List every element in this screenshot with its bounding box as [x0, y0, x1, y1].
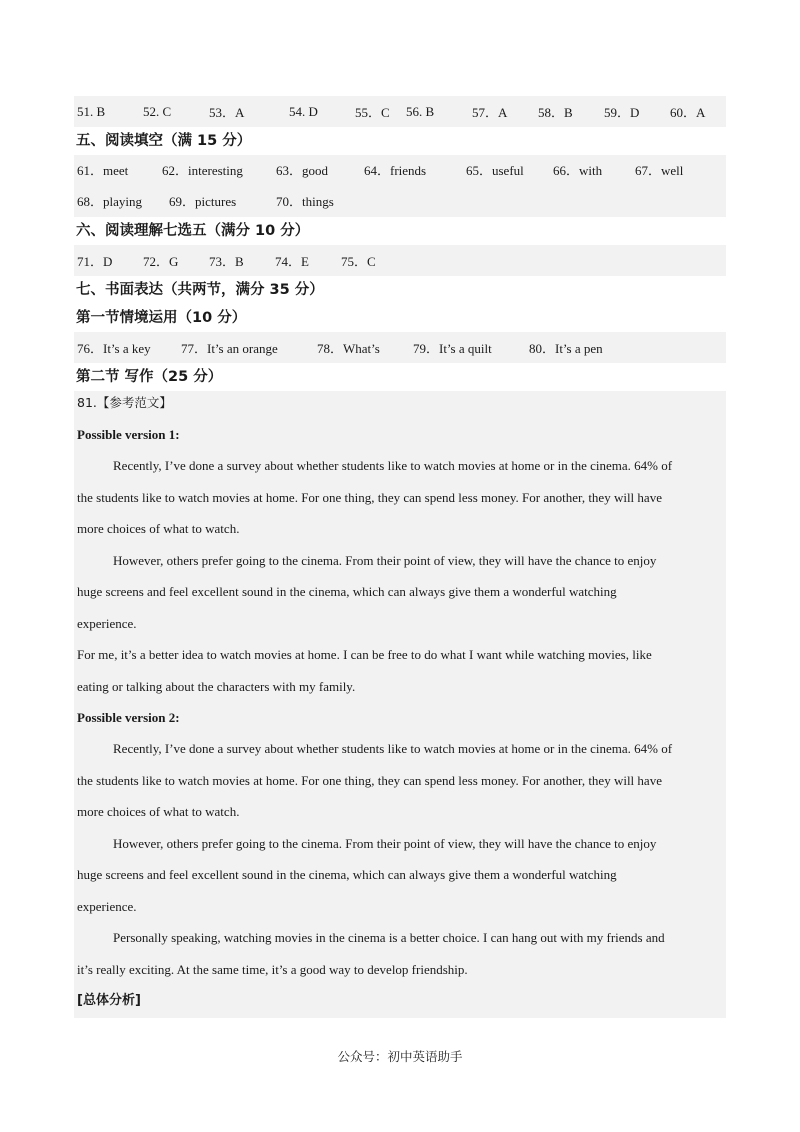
text-line: it’s really exciting. At the same time, it’s a good way to develop friendship. — [77, 961, 468, 977]
text-line: more choices of what to watch. — [77, 521, 240, 536]
answer-item: 64．friends — [364, 163, 427, 178]
text-line: However, others prefer going to the cinema. From their point of view, they will have the chance to enjoy — [113, 552, 657, 568]
answer-item: 74．E — [275, 254, 309, 269]
text-line: huge screens and feel excellent sound in the cinema, which can always give them a wonderful watching — [77, 867, 617, 882]
answers-76-80 — [74, 332, 726, 363]
text-line: For me, it’s a better idea to watch movies at home. I can be free to do what I want while watching movies, like — [77, 647, 652, 662]
version-1-label: Possible version 1: — [77, 427, 180, 442]
answer-item: 52. C — [143, 103, 172, 119]
answer-item: 60．A — [670, 105, 706, 120]
answers-51-60 — [74, 96, 726, 127]
answer-item: 70．things — [276, 194, 334, 209]
answer-item: 56. B — [406, 103, 435, 119]
text-line: Recently, I’ve done a survey about whether students like to watch movies at home or in the cinema. 64% of — [113, 458, 673, 473]
v2-paragraph-1-cont — [77, 765, 726, 828]
answer-item: 61．meet — [77, 163, 129, 178]
text-line: eating or talking about the characters with my family. — [77, 678, 356, 694]
text-line: Recently, I’ve done a survey about whether students like to watch movies at home or in the cinema. 64% of — [113, 741, 673, 756]
writing-sample-block — [74, 391, 726, 1018]
text-line: experience. — [77, 898, 137, 914]
answer-item: 80．It’s a pen — [529, 341, 603, 356]
v2-paragraph-1 — [77, 733, 726, 765]
v1-paragraph-1 — [77, 450, 726, 482]
answer-item: 72．G — [143, 254, 179, 269]
v1-paragraph-1-cont — [77, 482, 726, 545]
section-7-title: 七、书面表达（共两节，满分 35 分） — [76, 282, 324, 298]
version-2-label: Possible version 2: — [77, 710, 180, 725]
footer-wechat-account: 公众号：初中英语助手 — [337, 1049, 463, 1064]
text-line: the students like to watch movies at home. For one thing, they can spend less money. For another, they will have — [77, 489, 662, 505]
text-line: However, others prefer going to the cinema. From their point of view, they will have the chance to enjoy — [113, 835, 657, 851]
answer-item: 71．D — [77, 254, 113, 269]
section-5-title: 五、阅读填空（满 15 分） — [76, 133, 252, 149]
answer-item: 68．playing — [77, 194, 142, 209]
answer-item: 66．with — [553, 163, 603, 178]
text-line: experience. — [77, 615, 137, 631]
answer-item: 63．good — [276, 163, 329, 178]
v1-paragraph-2-cont — [77, 576, 726, 639]
answer-item: 75．C — [341, 254, 376, 269]
answers-71-75 — [74, 245, 726, 276]
answer-item: 54. D — [289, 103, 318, 119]
text-line: more choices of what to watch. — [77, 804, 240, 819]
answer-item: 51. B — [77, 103, 106, 119]
answer-item: 62．interesting — [162, 163, 243, 178]
answer-item: 59．D — [604, 105, 640, 120]
section-6-title: 六、阅读理解七选五（满分 10 分） — [76, 223, 310, 239]
text-line: Personally speaking, watching movies in the cinema is a better choice. I can hang out with my friends and — [113, 930, 665, 945]
question-81-label: 81.【参考范文】 — [77, 395, 172, 410]
v2-paragraph-3 — [77, 922, 726, 954]
answer-item: 77．It’s an orange — [181, 341, 278, 356]
answer-item: 58．B — [538, 105, 573, 120]
answer-item: 73．B — [209, 254, 244, 269]
part-2-title: 第二节 写作（25 分） — [76, 369, 223, 385]
answer-item: 67．well — [635, 163, 684, 178]
v2-paragraph-2 — [77, 828, 726, 860]
part-1-title: 第一节情境运用（10 分） — [76, 310, 247, 326]
answer-item: 78．What’s — [317, 341, 380, 356]
answer-item: 57．A — [472, 105, 508, 120]
answer-item: 69．pictures — [169, 194, 237, 209]
answers-61-70 — [74, 155, 726, 217]
answer-item: 76．It’s a key — [77, 341, 151, 356]
v1-paragraph-3 — [77, 639, 726, 702]
answer-item: 65．useful — [466, 163, 524, 178]
answer-item: 53．A — [209, 105, 245, 120]
text-line: the students like to watch movies at home. For one thing, they can spend less money. For another, they will have — [77, 772, 662, 788]
answer-item: 55．C — [355, 105, 390, 120]
answer-sheet — [74, 96, 726, 1018]
overall-analysis-label: [总体分析] — [77, 993, 141, 1008]
v1-paragraph-2 — [77, 545, 726, 577]
v2-paragraph-3-cont — [77, 954, 726, 986]
answer-item: 79．It’s a quilt — [413, 341, 492, 356]
text-line: huge screens and feel excellent sound in the cinema, which can always give them a wonderful watching — [77, 584, 617, 599]
v2-paragraph-2-cont — [77, 859, 726, 922]
